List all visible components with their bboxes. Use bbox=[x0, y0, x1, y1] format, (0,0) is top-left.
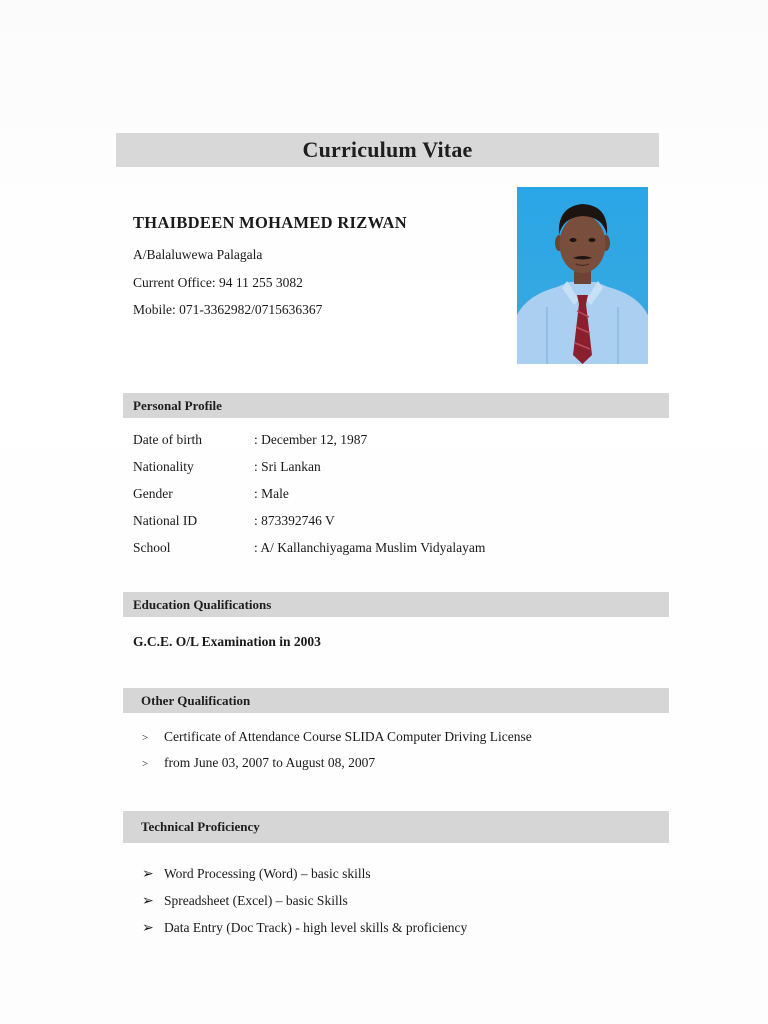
list-item-text: Certificate of Attendance Course SLIDA Computer Driving License bbox=[164, 729, 532, 744]
bullet-arrow-icon: ➢ bbox=[142, 894, 154, 909]
section-header-personal-profile bbox=[123, 393, 669, 418]
field-value: : Male bbox=[254, 486, 289, 501]
field-value: : A/ Kallanchiyagama Muslim Vidyalayam bbox=[254, 540, 486, 555]
field-value: : Sri Lankan bbox=[254, 459, 321, 474]
education-entry: G.C.E. O/L Examination in 2003 bbox=[133, 634, 321, 649]
list-item bbox=[142, 920, 467, 937]
section-title: Technical Proficiency bbox=[141, 819, 260, 834]
list-item-text: Spreadsheet (Excel) – basic Skills bbox=[164, 893, 348, 908]
address: A/Balaluwewa Palagala bbox=[133, 247, 263, 262]
field-value: : December 12, 1987 bbox=[254, 432, 368, 447]
section-header-other-qualification bbox=[123, 688, 669, 713]
list-item-text: Data Entry (Doc Track) - high level skills & proficiency bbox=[164, 920, 468, 935]
section-header-education bbox=[123, 592, 669, 617]
applicant-name: THAIBDEEN MOHAMED RIZWAN bbox=[133, 213, 407, 232]
section-title: Personal Profile bbox=[133, 397, 222, 413]
field-label: School bbox=[133, 540, 171, 555]
mobile-phone: Mobile: 071-3362982/0715636367 bbox=[133, 302, 323, 317]
field-value: : 873392746 V bbox=[254, 513, 335, 528]
section-title: Other Qualification bbox=[141, 692, 251, 708]
bullet-arrow-icon: > bbox=[142, 758, 149, 770]
list-item-text: Word Processing (Word) – basic skills bbox=[164, 866, 371, 881]
field-label: National ID bbox=[133, 513, 198, 528]
office-phone: Current Office: 94 11 255 3082 bbox=[133, 275, 303, 290]
bullet-arrow-icon: ➢ bbox=[142, 921, 154, 936]
field-label: Gender bbox=[133, 486, 173, 501]
field-label: Date of birth bbox=[133, 432, 202, 447]
cv-title-bar bbox=[116, 133, 659, 167]
list-item bbox=[142, 729, 532, 745]
applicant-photo bbox=[517, 187, 648, 364]
list-item bbox=[142, 755, 375, 771]
section-header-technical bbox=[123, 811, 669, 843]
bullet-arrow-icon: ➢ bbox=[142, 867, 154, 882]
field-label: Nationality bbox=[133, 459, 194, 474]
list-item-text: from June 03, 2007 to August 08, 2007 bbox=[164, 755, 376, 770]
bullet-arrow-icon: > bbox=[142, 732, 149, 744]
section-title: Education Qualifications bbox=[133, 596, 272, 612]
list-item bbox=[142, 893, 348, 910]
list-item bbox=[142, 866, 371, 883]
cv-title: Curriculum Vitae bbox=[302, 137, 473, 162]
portrait-illustration bbox=[517, 187, 648, 364]
